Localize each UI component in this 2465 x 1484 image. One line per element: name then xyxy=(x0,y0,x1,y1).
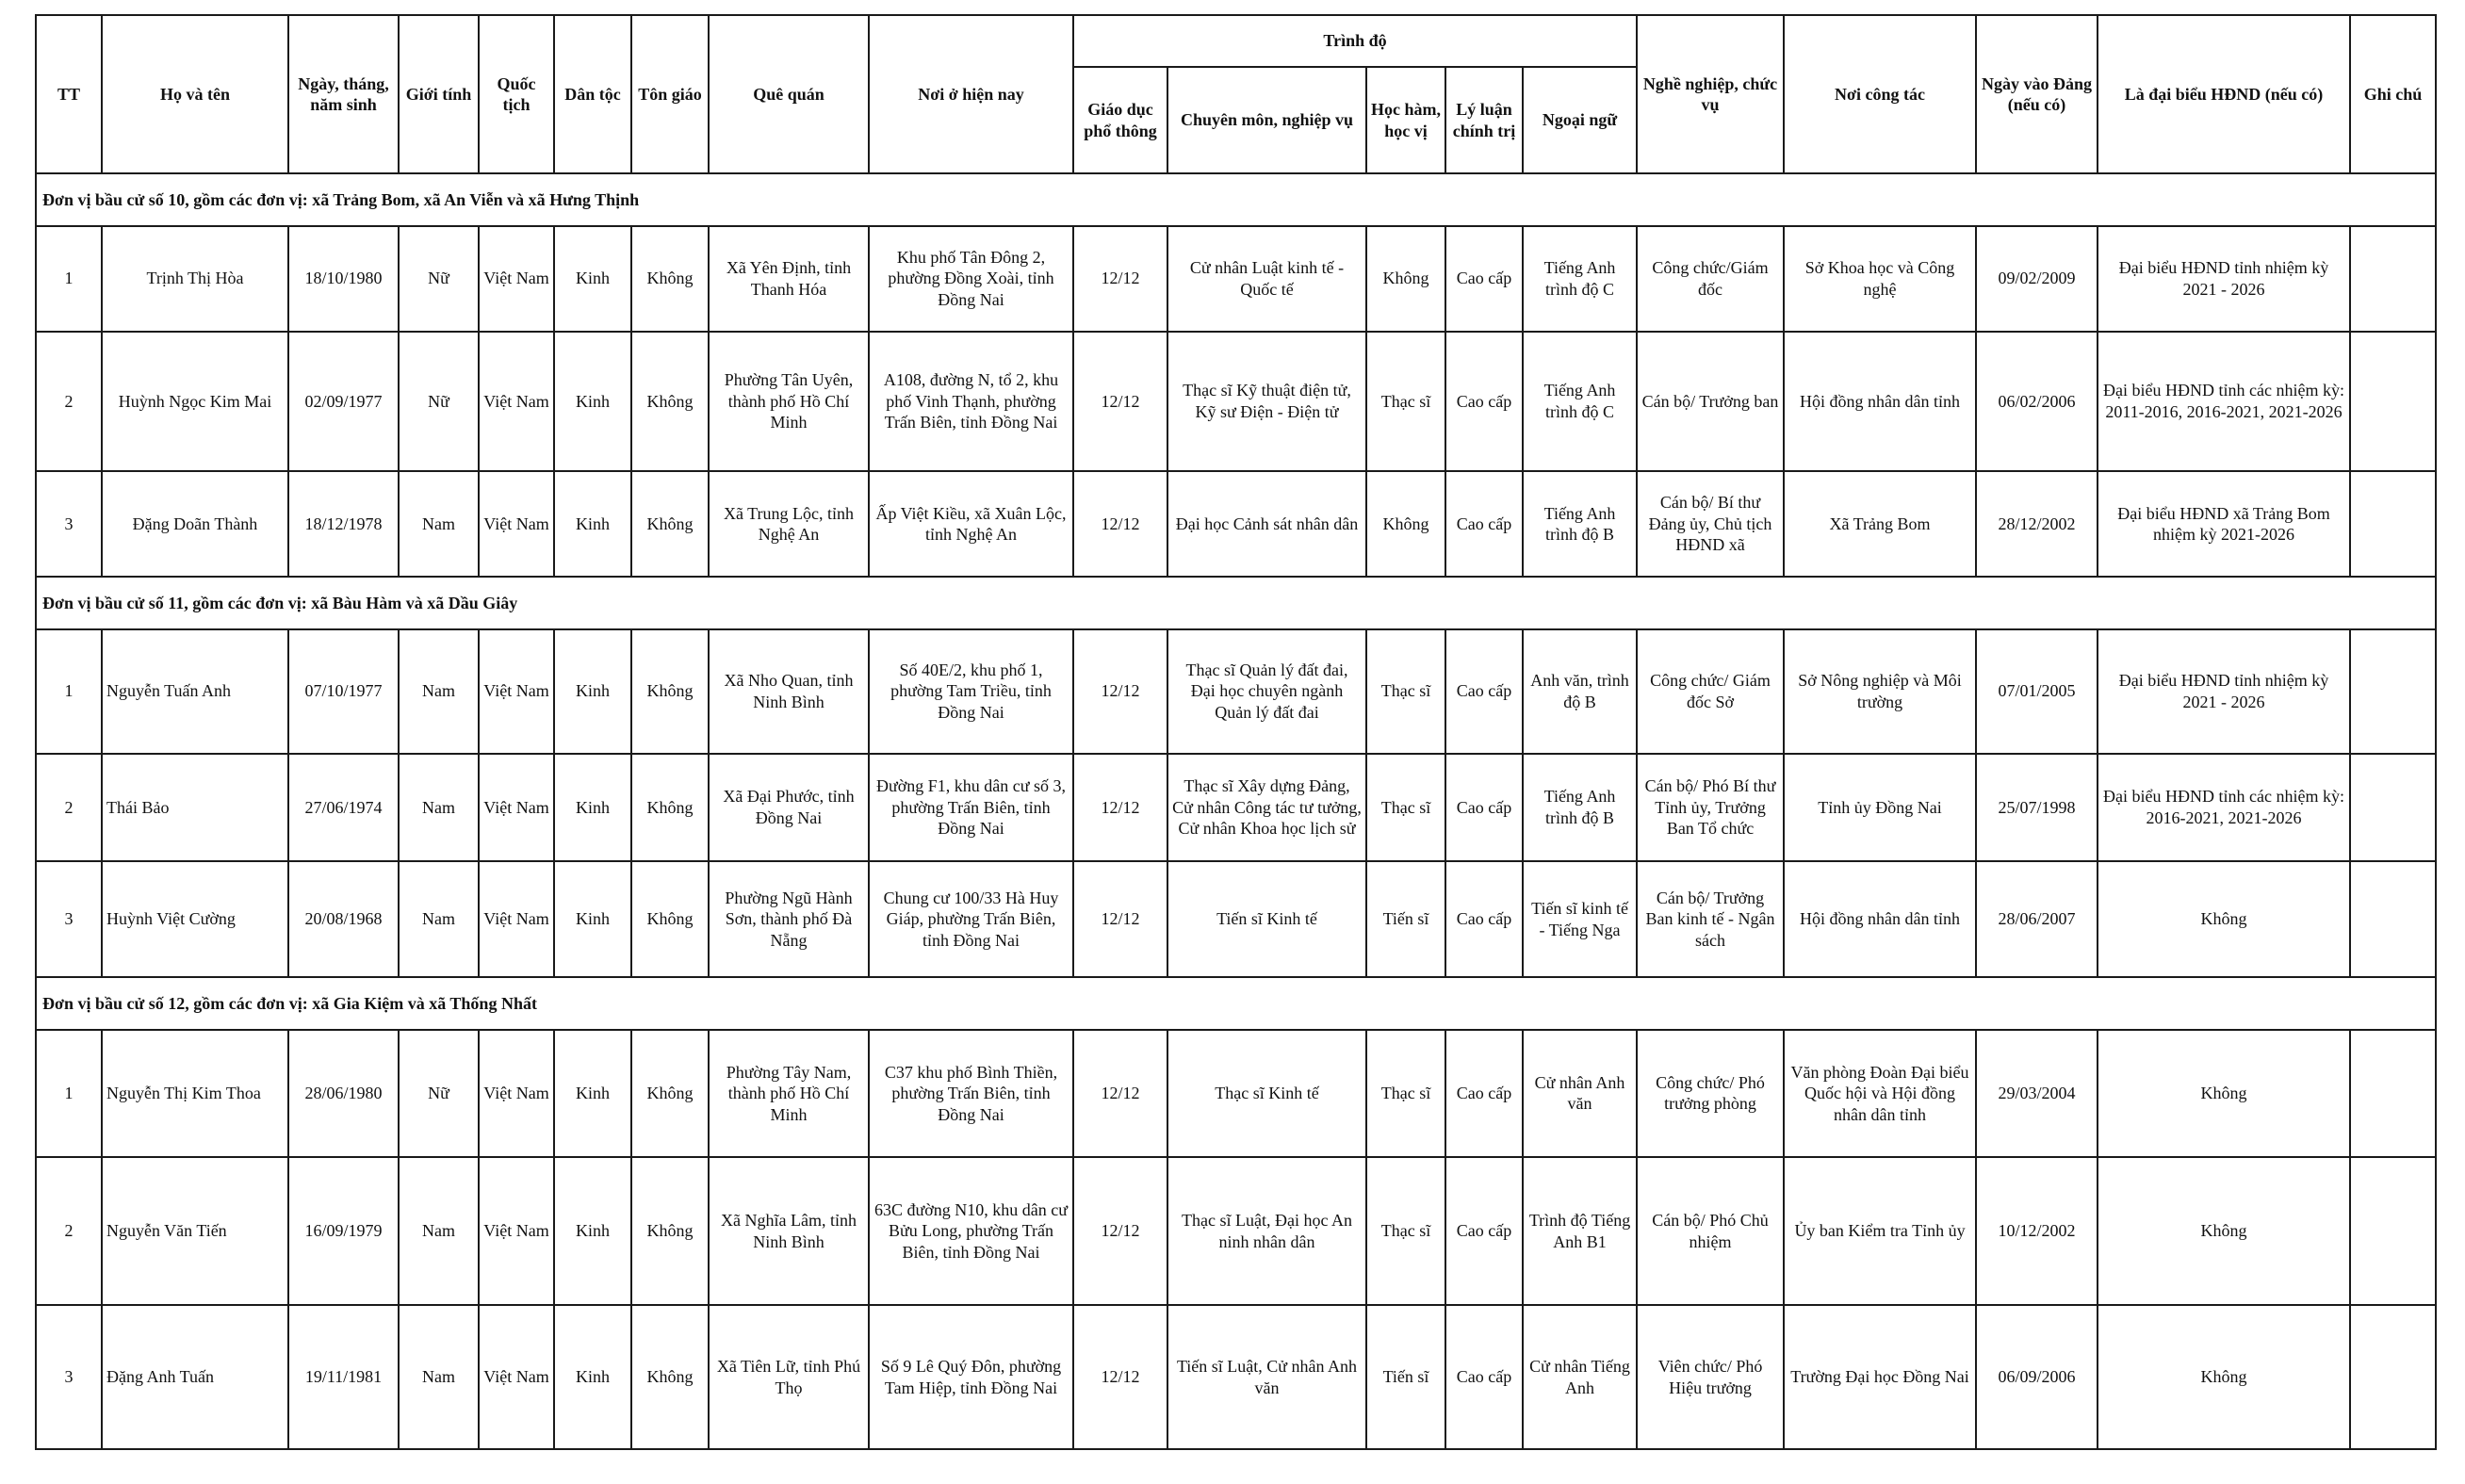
cell-residence: Số 40E/2, khu phố 1, phường Tam Triều, tỉnh Đồng Nai xyxy=(869,629,1073,754)
cell-delegate: Không xyxy=(2098,1305,2350,1449)
cell-sex: Nam xyxy=(399,861,479,977)
cell-occupation: Công chức/ Giám đốc Sở xyxy=(1637,629,1784,754)
cell-occupation: Công chức/Giám đốc xyxy=(1637,226,1784,332)
section-row xyxy=(36,977,2436,1030)
cell-tt: 1 xyxy=(36,1030,102,1157)
cell-workplace: Tỉnh ủy Đồng Nai xyxy=(1784,754,1976,861)
header-note: Ghi chú xyxy=(2350,15,2436,173)
cell-sex: Nữ xyxy=(399,226,479,332)
cell-specialty: Thạc sĩ Kỹ thuật điện tử, Kỹ sư Điện - Điện tử xyxy=(1167,332,1366,471)
cell-workplace: Sở Khoa học và Công nghệ xyxy=(1784,226,1976,332)
header-religion: Tôn giáo xyxy=(631,15,709,173)
cell-workplace: Ủy ban Kiểm tra Tỉnh ủy xyxy=(1784,1157,1976,1306)
table-body xyxy=(36,173,2436,1449)
cell-general-education: 12/12 xyxy=(1073,332,1167,471)
header-general-education: Giáo dục phổ thông xyxy=(1073,67,1167,173)
cell-hometown: Xã Đại Phước, tỉnh Đồng Nai xyxy=(709,754,869,861)
section-row xyxy=(36,173,2436,226)
header-residence: Nơi ở hiện nay xyxy=(869,15,1073,173)
cell-tt: 1 xyxy=(36,629,102,754)
header-hometown: Quê quán xyxy=(709,15,869,173)
cell-dob: 27/06/1974 xyxy=(288,754,399,861)
cell-nationality: Việt Nam xyxy=(479,754,554,861)
cell-party-date: 29/03/2004 xyxy=(1976,1030,2098,1157)
cell-hometown: Xã Nho Quan, tỉnh Ninh Bình xyxy=(709,629,869,754)
cell-occupation: Cán bộ/ Trưởng ban xyxy=(1637,332,1784,471)
cell-ethnicity: Kinh xyxy=(554,1157,631,1306)
cell-academic-degree: Thạc sĩ xyxy=(1366,754,1445,861)
cell-dob: 19/11/1981 xyxy=(288,1305,399,1449)
cell-workplace: Trường Đại học Đồng Nai xyxy=(1784,1305,1976,1449)
cell-ethnicity: Kinh xyxy=(554,226,631,332)
section-title: Đơn vị bầu cử số 10, gồm các đơn vị: xã Trảng Bom, xã An Viễn và xã Hưng Thịnh xyxy=(36,173,2436,226)
cell-note xyxy=(2350,861,2436,977)
cell-sex: Nữ xyxy=(399,1030,479,1157)
cell-religion: Không xyxy=(631,754,709,861)
cell-tt: 2 xyxy=(36,332,102,471)
cell-general-education: 12/12 xyxy=(1073,1305,1167,1449)
cell-name: Huỳnh Việt Cường xyxy=(102,861,288,977)
table-row xyxy=(36,754,2436,861)
cell-name: Thái Bảo xyxy=(102,754,288,861)
cell-note xyxy=(2350,629,2436,754)
cell-party-date: 06/02/2006 xyxy=(1976,332,2098,471)
cell-name: Huỳnh Ngọc Kim Mai xyxy=(102,332,288,471)
cell-ethnicity: Kinh xyxy=(554,332,631,471)
cell-delegate: Đại biểu HĐND tỉnh nhiệm kỳ 2021 - 2026 xyxy=(2098,226,2350,332)
cell-general-education: 12/12 xyxy=(1073,754,1167,861)
table-row xyxy=(36,226,2436,332)
cell-sex: Nữ xyxy=(399,332,479,471)
cell-delegate: Không xyxy=(2098,1030,2350,1157)
cell-party-date: 09/02/2009 xyxy=(1976,226,2098,332)
cell-foreign-language: Tiếng Anh trình độ C xyxy=(1523,332,1637,471)
cell-political-theory: Cao cấp xyxy=(1445,1157,1523,1306)
cell-name: Đặng Anh Tuấn xyxy=(102,1305,288,1449)
cell-religion: Không xyxy=(631,1305,709,1449)
cell-hometown: Phường Tây Nam, thành phố Hồ Chí Minh xyxy=(709,1030,869,1157)
cell-sex: Nam xyxy=(399,754,479,861)
cell-nationality: Việt Nam xyxy=(479,861,554,977)
cell-residence: A108, đường N, tổ 2, khu phố Vinh Thạnh, phường Trấn Biên, tỉnh Đồng Nai xyxy=(869,332,1073,471)
cell-political-theory: Cao cấp xyxy=(1445,861,1523,977)
cell-specialty: Tiến sĩ Kinh tế xyxy=(1167,861,1366,977)
cell-foreign-language: Tiếng Anh trình độ B xyxy=(1523,471,1637,577)
section-row xyxy=(36,577,2436,629)
header-name: Họ và tên xyxy=(102,15,288,173)
cell-ethnicity: Kinh xyxy=(554,629,631,754)
cell-name: Nguyễn Tuấn Anh xyxy=(102,629,288,754)
cell-general-education: 12/12 xyxy=(1073,861,1167,977)
cell-general-education: 12/12 xyxy=(1073,471,1167,577)
table-row xyxy=(36,1030,2436,1157)
cell-party-date: 28/06/2007 xyxy=(1976,861,2098,977)
cell-dob: 20/08/1968 xyxy=(288,861,399,977)
cell-specialty: Tiến sĩ Luật, Cử nhân Anh văn xyxy=(1167,1305,1366,1449)
header-specialty: Chuyên môn, nghiệp vụ xyxy=(1167,67,1366,173)
cell-residence: C37 khu phố Bình Thiền, phường Trấn Biên, tỉnh Đồng Nai xyxy=(869,1030,1073,1157)
cell-tt: 3 xyxy=(36,861,102,977)
cell-academic-degree: Thạc sĩ xyxy=(1366,629,1445,754)
header-party-date: Ngày vào Đảng (nếu có) xyxy=(1976,15,2098,173)
cell-dob: 18/12/1978 xyxy=(288,471,399,577)
cell-nationality: Việt Nam xyxy=(479,332,554,471)
cell-party-date: 25/07/1998 xyxy=(1976,754,2098,861)
cell-general-education: 12/12 xyxy=(1073,629,1167,754)
cell-general-education: 12/12 xyxy=(1073,1030,1167,1157)
cell-religion: Không xyxy=(631,1030,709,1157)
section-title: Đơn vị bầu cử số 12, gồm các đơn vị: xã Gia Kiệm và xã Thống Nhất xyxy=(36,977,2436,1030)
cell-delegate: Đại biểu HĐND tỉnh nhiệm kỳ 2021 - 2026 xyxy=(2098,629,2350,754)
cell-delegate: Đại biểu HĐND tỉnh các nhiệm kỳ: 2011-2016, 2016-2021, 2021-2026 xyxy=(2098,332,2350,471)
cell-dob: 02/09/1977 xyxy=(288,332,399,471)
cell-residence: Đường F1, khu dân cư số 3, phường Trấn Biên, tỉnh Đồng Nai xyxy=(869,754,1073,861)
cell-hometown: Xã Nghĩa Lâm, tỉnh Ninh Bình xyxy=(709,1157,869,1306)
cell-political-theory: Cao cấp xyxy=(1445,226,1523,332)
header-nationality: Quốc tịch xyxy=(479,15,554,173)
cell-specialty: Thạc sĩ Quản lý đất đai, Đại học chuyên ngành Quản lý đất đai xyxy=(1167,629,1366,754)
cell-ethnicity: Kinh xyxy=(554,471,631,577)
cell-sex: Nam xyxy=(399,1157,479,1306)
cell-academic-degree: Thạc sĩ xyxy=(1366,1157,1445,1306)
cell-religion: Không xyxy=(631,629,709,754)
cell-sex: Nam xyxy=(399,1305,479,1449)
cell-residence: Chung cư 100/33 Hà Huy Giáp, phường Trấn Biên, tỉnh Đồng Nai xyxy=(869,861,1073,977)
cell-foreign-language: Anh văn, trình độ B xyxy=(1523,629,1637,754)
cell-party-date: 28/12/2002 xyxy=(1976,471,2098,577)
header-sex: Giới tính xyxy=(399,15,479,173)
cell-hometown: Phường Tân Uyên, thành phố Hồ Chí Minh xyxy=(709,332,869,471)
candidate-table xyxy=(35,14,2437,1450)
cell-residence: Số 9 Lê Quý Đôn, phường Tam Hiệp, tỉnh Đồng Nai xyxy=(869,1305,1073,1449)
cell-hometown: Xã Tiên Lữ, tỉnh Phú Thọ xyxy=(709,1305,869,1449)
cell-foreign-language: Tiếng Anh trình độ B xyxy=(1523,754,1637,861)
cell-party-date: 06/09/2006 xyxy=(1976,1305,2098,1449)
table-row xyxy=(36,332,2436,471)
header-tt: TT xyxy=(36,15,102,173)
header-row xyxy=(36,15,2436,67)
cell-religion: Không xyxy=(631,226,709,332)
cell-workplace: Hội đồng nhân dân tỉnh xyxy=(1784,861,1976,977)
cell-academic-degree: Thạc sĩ xyxy=(1366,1030,1445,1157)
cell-note xyxy=(2350,471,2436,577)
table-row xyxy=(36,1305,2436,1449)
cell-general-education: 12/12 xyxy=(1073,226,1167,332)
cell-delegate: Không xyxy=(2098,861,2350,977)
cell-hometown: Xã Trung Lộc, tỉnh Nghệ An xyxy=(709,471,869,577)
cell-party-date: 10/12/2002 xyxy=(1976,1157,2098,1306)
cell-note xyxy=(2350,754,2436,861)
cell-sex: Nam xyxy=(399,471,479,577)
cell-nationality: Việt Nam xyxy=(479,1157,554,1306)
cell-ethnicity: Kinh xyxy=(554,1030,631,1157)
cell-residence: Ấp Việt Kiều, xã Xuân Lộc, tỉnh Nghệ An xyxy=(869,471,1073,577)
cell-religion: Không xyxy=(631,861,709,977)
cell-tt: 2 xyxy=(36,754,102,861)
cell-political-theory: Cao cấp xyxy=(1445,754,1523,861)
header-dob: Ngày, tháng, năm sinh xyxy=(288,15,399,173)
section-title: Đơn vị bầu cử số 11, gồm các đơn vị: xã Bàu Hàm và xã Dầu Giây xyxy=(36,577,2436,629)
cell-tt: 2 xyxy=(36,1157,102,1306)
cell-specialty: Thạc sĩ Luật, Đại học An ninh nhân dân xyxy=(1167,1157,1366,1306)
cell-tt: 3 xyxy=(36,471,102,577)
cell-ethnicity: Kinh xyxy=(554,754,631,861)
cell-foreign-language: Cử nhân Tiếng Anh xyxy=(1523,1305,1637,1449)
cell-occupation: Cán bộ/ Trưởng Ban kinh tế - Ngân sách xyxy=(1637,861,1784,977)
cell-nationality: Việt Nam xyxy=(479,629,554,754)
cell-residence: Khu phố Tân Đông 2, phường Đồng Xoài, tỉnh Đồng Nai xyxy=(869,226,1073,332)
cell-dob: 07/10/1977 xyxy=(288,629,399,754)
cell-workplace: Xã Trảng Bom xyxy=(1784,471,1976,577)
cell-party-date: 07/01/2005 xyxy=(1976,629,2098,754)
cell-occupation: Cán bộ/ Phó Bí thư Tỉnh ủy, Trưởng Ban Tổ chức xyxy=(1637,754,1784,861)
header-foreign-language: Ngoại ngữ xyxy=(1523,67,1637,173)
cell-specialty: Thạc sĩ Xây dựng Đảng, Cử nhân Công tác tư tưởng, Cử nhân Khoa học lịch sử xyxy=(1167,754,1366,861)
cell-religion: Không xyxy=(631,471,709,577)
cell-nationality: Việt Nam xyxy=(479,1305,554,1449)
cell-hometown: Xã Yên Định, tỉnh Thanh Hóa xyxy=(709,226,869,332)
header-delegate: Là đại biểu HĐND (nếu có) xyxy=(2098,15,2350,173)
cell-workplace: Văn phòng Đoàn Đại biểu Quốc hội và Hội đồng nhân dân tỉnh xyxy=(1784,1030,1976,1157)
cell-dob: 16/09/1979 xyxy=(288,1157,399,1306)
cell-residence: 63C đường N10, khu dân cư Bửu Long, phường Trấn Biên, tỉnh Đồng Nai xyxy=(869,1157,1073,1306)
cell-religion: Không xyxy=(631,1157,709,1306)
header-ethnicity: Dân tộc xyxy=(554,15,631,173)
cell-occupation: Cán bộ/ Phó Chủ nhiệm xyxy=(1637,1157,1784,1306)
cell-academic-degree: Không xyxy=(1366,226,1445,332)
cell-note xyxy=(2350,1157,2436,1306)
cell-political-theory: Cao cấp xyxy=(1445,1030,1523,1157)
cell-note xyxy=(2350,1030,2436,1157)
cell-workplace: Hội đồng nhân dân tỉnh xyxy=(1784,332,1976,471)
cell-workplace: Sở Nông nghiệp và Môi trường xyxy=(1784,629,1976,754)
cell-ethnicity: Kinh xyxy=(554,861,631,977)
cell-academic-degree: Tiến sĩ xyxy=(1366,861,1445,977)
cell-occupation: Công chức/ Phó trưởng phòng xyxy=(1637,1030,1784,1157)
cell-foreign-language: Cử nhân Anh văn xyxy=(1523,1030,1637,1157)
cell-sex: Nam xyxy=(399,629,479,754)
cell-note xyxy=(2350,332,2436,471)
table-row xyxy=(36,1157,2436,1306)
cell-academic-degree: Không xyxy=(1366,471,1445,577)
cell-political-theory: Cao cấp xyxy=(1445,332,1523,471)
cell-name: Trịnh Thị Hòa xyxy=(102,226,288,332)
cell-occupation: Cán bộ/ Bí thư Đảng ủy, Chủ tịch HĐND xã xyxy=(1637,471,1784,577)
cell-foreign-language: Tiến sĩ kinh tế - Tiếng Nga xyxy=(1523,861,1637,977)
cell-political-theory: Cao cấp xyxy=(1445,1305,1523,1449)
cell-ethnicity: Kinh xyxy=(554,1305,631,1449)
cell-general-education: 12/12 xyxy=(1073,1157,1167,1306)
cell-dob: 18/10/1980 xyxy=(288,226,399,332)
cell-name: Nguyễn Văn Tiến xyxy=(102,1157,288,1306)
cell-political-theory: Cao cấp xyxy=(1445,629,1523,754)
cell-academic-degree: Tiến sĩ xyxy=(1366,1305,1445,1449)
cell-note xyxy=(2350,226,2436,332)
table-row xyxy=(36,629,2436,754)
cell-hometown: Phường Ngũ Hành Sơn, thành phố Đà Nẵng xyxy=(709,861,869,977)
cell-dob: 28/06/1980 xyxy=(288,1030,399,1157)
table-row xyxy=(36,861,2436,977)
cell-delegate: Đại biểu HĐND tỉnh các nhiệm kỳ: 2016-2021, 2021-2026 xyxy=(2098,754,2350,861)
cell-specialty: Đại học Cảnh sát nhân dân xyxy=(1167,471,1366,577)
cell-note xyxy=(2350,1305,2436,1449)
cell-name: Nguyễn Thị Kim Thoa xyxy=(102,1030,288,1157)
cell-religion: Không xyxy=(631,332,709,471)
cell-academic-degree: Thạc sĩ xyxy=(1366,332,1445,471)
header-trinh-do: Trình độ xyxy=(1073,15,1637,67)
header-political-theory: Lý luận chính trị xyxy=(1445,67,1523,173)
cell-name: Đặng Doãn Thành xyxy=(102,471,288,577)
cell-tt: 3 xyxy=(36,1305,102,1449)
cell-specialty: Cử nhân Luật kinh tế - Quốc tế xyxy=(1167,226,1366,332)
cell-tt: 1 xyxy=(36,226,102,332)
table-row xyxy=(36,471,2436,577)
cell-political-theory: Cao cấp xyxy=(1445,471,1523,577)
cell-occupation: Viên chức/ Phó Hiệu trưởng xyxy=(1637,1305,1784,1449)
cell-nationality: Việt Nam xyxy=(479,471,554,577)
cell-nationality: Việt Nam xyxy=(479,226,554,332)
cell-specialty: Thạc sĩ Kinh tế xyxy=(1167,1030,1366,1157)
cell-foreign-language: Tiếng Anh trình độ C xyxy=(1523,226,1637,332)
header-occupation: Nghề nghiệp, chức vụ xyxy=(1637,15,1784,173)
cell-delegate: Đại biểu HĐND xã Trảng Bom nhiệm kỳ 2021-2026 xyxy=(2098,471,2350,577)
cell-delegate: Không xyxy=(2098,1157,2350,1306)
cell-foreign-language: Trình độ Tiếng Anh B1 xyxy=(1523,1157,1637,1306)
header-academic-degree: Học hàm, học vị xyxy=(1366,67,1445,173)
cell-nationality: Việt Nam xyxy=(479,1030,554,1157)
header-workplace: Nơi công tác xyxy=(1784,15,1976,173)
